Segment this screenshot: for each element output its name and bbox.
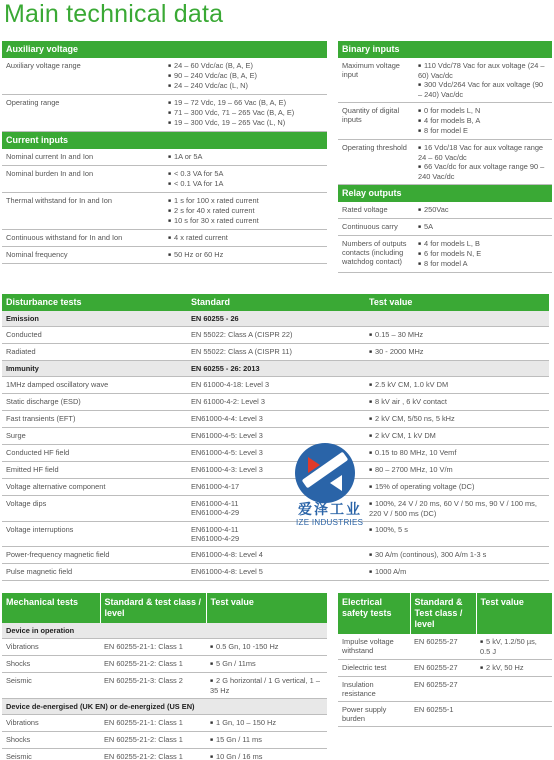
standard: EN 61000-4-2: Level 3	[187, 394, 365, 411]
test-value: ■ 2 kV CM, 5/50 ns, 5 kHz	[369, 414, 545, 424]
table-row	[2, 327, 549, 344]
table-subheader-row: Device de-energised (UK EN) or de-energized (US EN)	[2, 699, 327, 715]
row-label: Continuous withstand for In and Ion	[2, 230, 164, 247]
column-header: Test value	[365, 294, 549, 311]
test-value: ■ 0.15 to 80 MHz, 10 Vemf	[369, 448, 545, 458]
page-title: Main technical data	[4, 0, 224, 28]
table-row	[338, 634, 552, 660]
standard: EN 60255-21-2: Class 1	[100, 732, 206, 749]
standard: EN 60255-27	[410, 634, 476, 660]
row-label: Numbers of outputs contacts (including watchdog contact)	[338, 236, 414, 273]
table-subheader-row: Device in operation	[2, 623, 327, 639]
column-header: Electrical safety tests	[338, 593, 410, 634]
test-value: ■ 0.5 Gn, 10 -150 Hz	[210, 642, 323, 652]
section-header: Auxiliary voltage	[2, 41, 327, 58]
value-item: ■ 0 for models L, N	[418, 106, 548, 116]
test-value: ■ 2 G horizontal / 1 G vertical, 1 – 35 Hz	[210, 676, 323, 695]
value-item: ■ 250Vac	[418, 205, 548, 215]
table-row	[2, 564, 549, 581]
standard: EN 60255-27	[410, 660, 476, 677]
table-row	[338, 702, 552, 727]
table-row	[338, 660, 552, 677]
value-item: ■ 4 x rated current	[168, 233, 323, 243]
value-item: ■ 50 Hz or 60 Hz	[168, 250, 323, 260]
test-value: ■ 30 A/m (continous), 300 A/m 1-3 s	[369, 550, 545, 560]
test-value: ■ 1000 A/m	[369, 567, 545, 577]
row-label: Nominal burden In and Ion	[2, 166, 164, 193]
test-name: Conducted HF field	[2, 445, 187, 462]
test-name: Voltage dips	[2, 496, 187, 522]
standard: EN 55022: Class A (CISPR 11)	[187, 344, 365, 361]
table-row	[2, 522, 549, 547]
test-name: Power supply burden	[338, 702, 410, 727]
value-item: ■ < 0.1 VA for 1A	[168, 179, 323, 189]
table-row	[2, 673, 327, 699]
table-row	[2, 715, 327, 732]
test-name: Fast transients (EFT)	[2, 411, 187, 428]
value-item: ■ 24 – 60 Vdc/ac (B, A, E)	[168, 61, 323, 71]
column-header: Test value	[476, 593, 552, 634]
value-item: ■ 110 Vdc/78 Vac for aux voltage (24 – 60) Vac/dc	[418, 61, 548, 80]
test-value: ■ 8 kV air , 6 kV contact	[369, 397, 545, 407]
table-row	[338, 140, 552, 185]
table-row	[2, 95, 327, 132]
test-value: ■ 2 kV CM, 1 kV DM	[369, 431, 545, 441]
column-header: Standard & Test class / level	[410, 593, 476, 634]
table-row	[2, 344, 549, 361]
table-row	[2, 230, 327, 247]
test-name: 1MHz damped oscillatory wave	[2, 377, 187, 394]
test-value: ■ 30 - 2000 MHz	[369, 347, 545, 357]
binary-inputs-table	[338, 41, 552, 273]
table-row	[338, 202, 552, 219]
row-label: Operating range	[2, 95, 164, 132]
standard: EN 61000-4-18: Level 3	[187, 377, 365, 394]
table-row	[338, 677, 552, 702]
value-item: ■ 19 – 72 Vdc, 19 – 66 Vac (B, A, E)	[168, 98, 323, 108]
standard: EN61000-4-11 EN61000-4-29	[187, 522, 365, 547]
standard: EN 60255-21-3: Class 2	[100, 673, 206, 699]
standard: EN61000-4-4: Level 3	[187, 411, 365, 428]
table-row	[2, 749, 327, 760]
test-name: Shocks	[2, 656, 100, 673]
table-row	[338, 103, 552, 140]
test-value: ■ 15 Gn / 11 ms	[210, 735, 323, 745]
test-name: Pulse magnetic field	[2, 564, 187, 581]
value-item: ■ 10 s for 30 x rated current	[168, 216, 323, 226]
logo-text-chinese: 爱泽工业	[298, 501, 362, 517]
test-name: Emitted HF field	[2, 462, 187, 479]
test-name: Voltage alternative component	[2, 479, 187, 496]
table-row	[2, 496, 549, 522]
test-value: ■ 10 Gn / 16 ms	[210, 752, 323, 760]
table-row	[2, 639, 327, 656]
standard: EN61000-4-11 EN61000-4-29	[187, 496, 365, 522]
column-header: Test value	[206, 593, 327, 623]
row-label: Quantity of digital inputs	[338, 103, 414, 140]
value-item: ■ 5A	[418, 222, 548, 232]
section-header: Binary inputs	[338, 41, 552, 58]
table-row	[2, 547, 549, 564]
logo-text-english: IZE INDUSTRIES	[296, 518, 364, 527]
section-header: Current inputs	[2, 132, 327, 150]
row-label: Thermal withstand for In and Ion	[2, 193, 164, 230]
test-name: Voltage interruptions	[2, 522, 187, 547]
auxiliary-voltage-table	[2, 41, 327, 264]
test-name: Power-frequency magnetic field	[2, 547, 187, 564]
column-header: Mechanical tests	[2, 593, 100, 623]
table-row	[2, 411, 549, 428]
row-label: Maximum voltage input	[338, 58, 414, 103]
standard: EN61000-4-8: Level 4	[187, 547, 365, 564]
test-value: ■ 1 Gn, 10 – 150 Hz	[210, 718, 323, 728]
table-row	[2, 428, 549, 445]
column-header: Standard	[187, 294, 365, 311]
value-item: ■ 2 s for 40 x rated current	[168, 206, 323, 216]
row-label: Rated voltage	[338, 202, 414, 219]
test-value: ■ 80 – 2700 MHz, 10 V/m	[369, 465, 545, 475]
table-row	[2, 462, 549, 479]
test-value: ■ 5 kV, 1.2/50 µs, 0.5 J	[480, 637, 548, 656]
table-row	[2, 58, 327, 95]
standard: EN61000-4-5: Level 3	[187, 445, 365, 462]
table-row	[2, 394, 549, 411]
row-label: Auxiliary voltage range	[2, 58, 164, 95]
test-name: Dielectric test	[338, 660, 410, 677]
test-value: ■ 100%, 5 s	[369, 525, 545, 535]
value-item: ■ 71 – 300 Vdc, 71 – 265 Vac (B, A, E)	[168, 108, 323, 118]
test-name: Static discharge (ESD)	[2, 394, 187, 411]
standard: EN61000-4-5: Level 3	[187, 428, 365, 445]
column-header: Standard & test class / level	[100, 593, 206, 623]
test-name: Insulation resistance	[338, 677, 410, 702]
section-header: Relay outputs	[338, 185, 552, 203]
test-name: Shocks	[2, 732, 100, 749]
standard: EN 55022: Class A (CISPR 22)	[187, 327, 365, 344]
test-value: ■ 100%, 24 V / 20 ms, 60 V / 50 ms, 90 V / 100 ms, 220 V / 500 ms (DC)	[369, 499, 545, 518]
test-name: Vibrations	[2, 639, 100, 656]
mechanical-tests-table	[2, 593, 328, 760]
test-name: Seismic	[2, 749, 100, 760]
test-name: Radiated	[2, 344, 187, 361]
standard: EN 60255-27	[410, 677, 476, 702]
standard: EN61000-4-3: Level 3	[187, 462, 365, 479]
value-item: ■ 300 Vdc/264 Vac for aux voltage (90 – 240) Vac/dc	[418, 80, 548, 99]
table-row	[2, 732, 327, 749]
value-item: ■ 66 Vac/dc for aux voltage range 90 – 240 Vac/dc	[418, 162, 548, 181]
row-label: Nominal current In and Ion	[2, 149, 164, 166]
table-row	[2, 149, 327, 166]
row-label: Continuous carry	[338, 219, 414, 236]
row-label: Nominal frequency	[2, 247, 164, 264]
table-subheader-row: Emission EN 60255 - 26	[2, 311, 549, 327]
test-value: ■ 15% of operating voltage (DC)	[369, 482, 545, 492]
test-name: Impulse voltage withstand	[338, 634, 410, 660]
standard: EN 60255-21-1: Class 1	[100, 639, 206, 656]
value-item: ■ 1A or 5A	[168, 152, 323, 162]
standard: EN 60255-21-1: Class 1	[100, 715, 206, 732]
table-row	[338, 236, 552, 273]
standard: EN 60255-21-2: Class 1	[100, 749, 206, 760]
test-name: Conducted	[2, 327, 187, 344]
column-header: Disturbance tests	[2, 294, 187, 311]
value-item: ■ 1 s for 100 x rated current	[168, 196, 323, 206]
table-subheader-row: Immunity EN 60255 - 26: 2013	[2, 361, 549, 377]
value-item: ■ 24 – 240 Vdc/ac (L, N)	[168, 81, 323, 91]
value-item: ■ 4 for models B, A	[418, 116, 548, 126]
test-name: Surge	[2, 428, 187, 445]
value-item: ■ 8 for model E	[418, 126, 548, 136]
test-name: Vibrations	[2, 715, 100, 732]
table-row	[2, 445, 549, 462]
table-row	[2, 247, 327, 264]
table-row	[2, 656, 327, 673]
value-item: ■ < 0.3 VA for 5A	[168, 169, 323, 179]
value-item: ■ 8 for model A	[418, 259, 548, 269]
test-value: ■ 5 Gn / 11ms	[210, 659, 323, 669]
table-row	[338, 58, 552, 103]
test-value: ■ 0.15 – 30 MHz	[369, 330, 545, 340]
table-row	[2, 166, 327, 193]
test-value: ■ 2 kV, 50 Hz	[480, 663, 548, 673]
test-name: Seismic	[2, 673, 100, 699]
value-item: ■ 90 – 240 Vdc/ac (B, A, E)	[168, 71, 323, 81]
row-label: Operating threshold	[338, 140, 414, 185]
value-item: ■ 6 for models N, E	[418, 249, 548, 259]
disturbance-tests-table	[2, 294, 549, 581]
test-value: ■ 2.5 kV CM, 1.0 kV DM	[369, 380, 545, 390]
standard: EN 60255-21-2: Class 1	[100, 656, 206, 673]
table-row	[338, 219, 552, 236]
value-item: ■ 19 – 300 Vdc, 19 – 265 Vac (L, N)	[168, 118, 323, 128]
table-row	[2, 479, 549, 496]
standard: EN61000-4-8: Level 5	[187, 564, 365, 581]
standard: EN61000-4-17	[187, 479, 365, 496]
electrical-safety-tests-table	[338, 593, 553, 727]
value-item: ■ 4 for models L, B	[418, 239, 548, 249]
value-item: ■ 16 Vdc/18 Vac for aux voltage range 24 – 60 Vac/dc	[418, 143, 548, 162]
table-row	[2, 377, 549, 394]
table-row	[2, 193, 327, 230]
standard: EN 60255-1	[410, 702, 476, 727]
